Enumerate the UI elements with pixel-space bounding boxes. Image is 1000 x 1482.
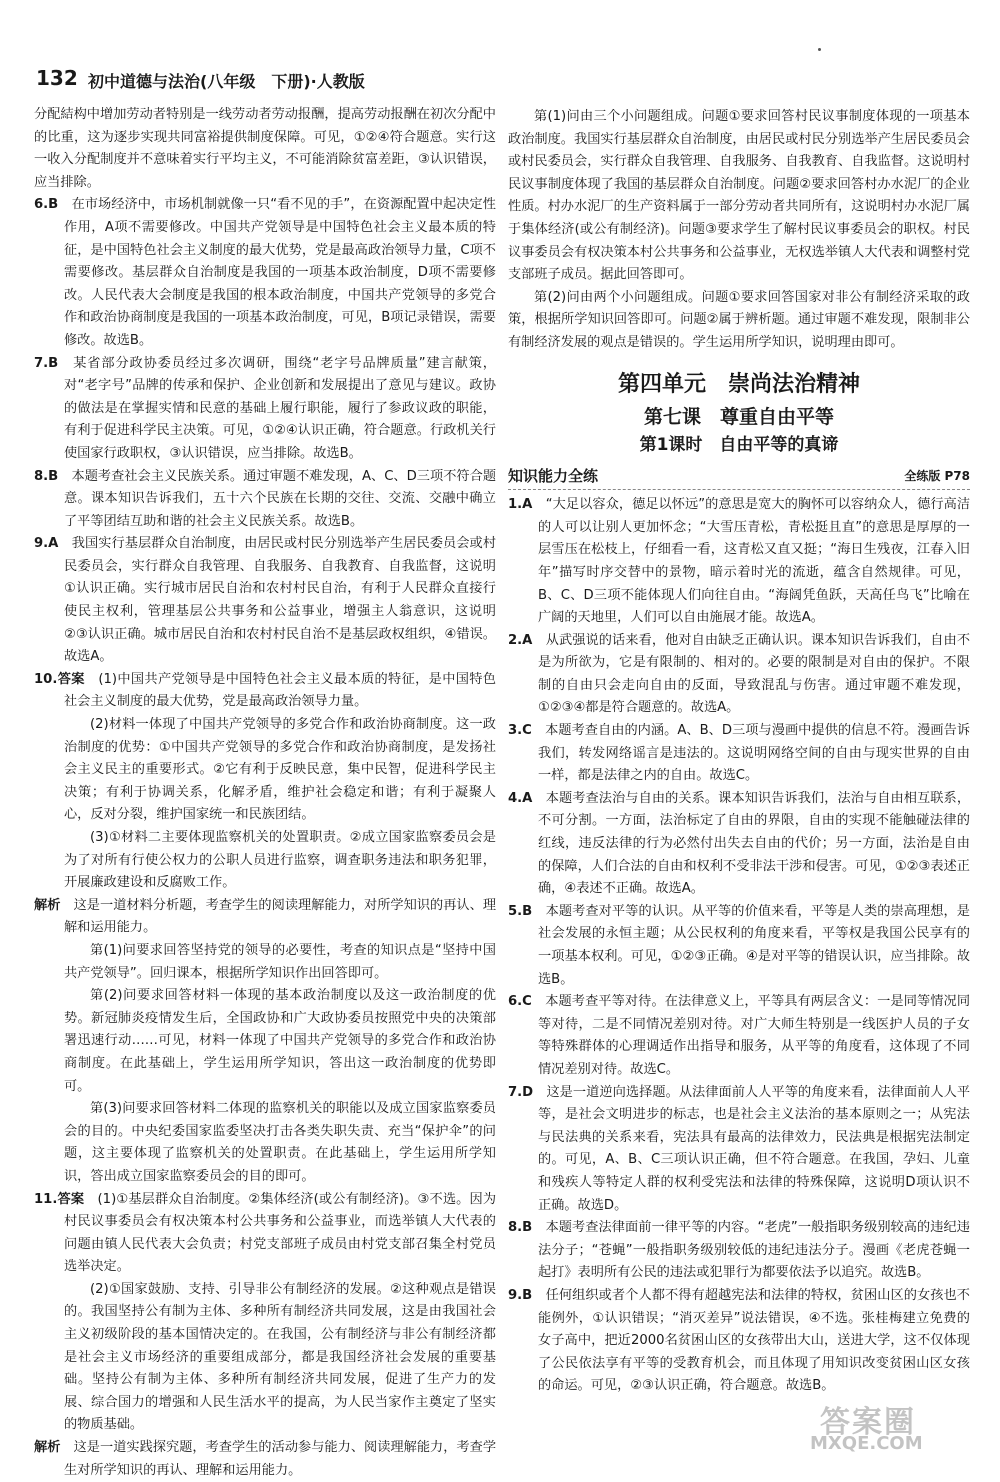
left-column <box>34 104 496 1482</box>
analysis-tag: 解析 <box>34 897 61 913</box>
section-header <box>508 463 970 491</box>
analysis-text: 这是一道实践探究题，考查学生的活动参与能力、阅读理解能力，考查学生对所学知识的再认、理解和运用能力。 <box>64 1440 497 1478</box>
answer-item-8 <box>34 466 496 534</box>
answer-text: 本题考查平等对待。在法律意义上，平等具有两层含义：一是同等情况同等对待，二是不同情况差别对待。对广大师生特别是一线医护人员的子女等特殊群体的心理调适作出指导和服务，从平等的角度看，这体现了不同情况差别对待。故选C。 <box>538 994 971 1077</box>
decorative-dot <box>818 48 821 51</box>
analysis-subparagraph: 第(2)问由两个小问题组成。问题①要求回答国家对非公有制经济采取的政策，根据所学知识回答即可。问题②属于辨析题。通过审题不难发现，限制非公有制经济发展的观点是错误的。学生运用所学知识，说明理由即可。 <box>508 289 970 350</box>
answer-text: (1)中国共产党领导是中国特色社会主义最本质的特征，是中国特色社会主义制度的最大优势，党是最高政治领导力量。 <box>64 671 496 710</box>
answer-item-1 <box>508 494 970 630</box>
answer-number: 8.B <box>508 1220 533 1236</box>
analysis-block <box>34 895 496 940</box>
answer-paragraph: 分配結构中增加劳动者特别是一线劳动者劳动报酬，提高劳动报酬在初次分配中的比重，这为逐步实现共同富裕提供制度保障。可见，①②④符合题意。实行这一收入分配制度并不意味着实行平均主义，不可能消除贫富差距，③认识错误，应当排除。 <box>34 107 496 190</box>
watermark-logo <box>780 1397 980 1457</box>
page-number: 132 <box>36 66 78 90</box>
answer-item-5 <box>508 901 970 991</box>
answer-item-2 <box>508 630 970 720</box>
answer-text: 本题考查法治与自由的关系。课本知识告诉我们，法治与自由相互联系，不可分割。一方面，法治标定了自由的界限，自由的实现不能触碰法律的红线，违反法律的行为必然付出失去自由的代价；另一方面，法治是自由的保障，人们合法的自由和权利不受非法干涉和侵害。可见，①②③表述正确，④表述不正确。故选A。 <box>538 790 971 897</box>
watermark-url: MXQE.COM <box>810 1433 923 1454</box>
answer-number: 4.A <box>508 790 533 806</box>
answer-number: 6.C <box>508 994 532 1010</box>
answer-item-3 <box>508 720 970 788</box>
section-reference: 全练版 P78 <box>904 468 970 483</box>
answer-item-11 <box>34 1189 496 1279</box>
book-title: 初中道德与法治(八年级 下册)·人教版 <box>88 72 365 91</box>
answer-item-10 <box>34 669 496 714</box>
answer-text: 从武强说的话来看，他对自由缺乏正确认识。课本知识告诉我们，自由不是为所欲为，它是有限制的、相对的。必要的限制是对自由的保护。不限制的自由只会走向自由的反面，导致混乱与伤害。通过审题不难发现，①②③④都是符合题意的。故选A。 <box>538 632 971 716</box>
answer-number: 3.C <box>508 723 532 739</box>
answer-number: 5.B <box>508 903 533 919</box>
answer-text: 本题考查自由的内涵。A、B、D三项与漫画中提供的信息不符。漫画告诉我们，转发网络谣言是违法的。这说明网络空间的自由与现实世界的自由一样，都是法律之内的自由。故选C。 <box>538 723 971 784</box>
answer-item-8 <box>508 1217 970 1285</box>
answer-number: 1.A <box>508 497 533 513</box>
answer-number: 11.答案 <box>34 1191 85 1207</box>
analysis-subparagraph: 第(3)问要求回答材料二体现的监察机关的职能以及成立国家监察委员会的目的。中央纪委国家监委坚决打击各类失职失责、充当“保护伞”的问题，这主要体现了监察机关的处置职责。在此基础上，学生运用所学知识，答出成立国家监察委员会的目的即可。 <box>64 1101 496 1184</box>
answer-item-9 <box>508 1285 970 1398</box>
answer-number: 7.B <box>34 355 59 371</box>
answer-subparagraph: (2)材料一体现了中国共产党领导的多党合作和政治协商制度。这一政治制度的优势：①中国共产党领导的多党合作和政治协商制度，是发扬社会主义民主的重要形式。②它有利于反映民意，集中民智，促进科学民主决策；有利于协调关系，化解矛盾，维护社会稳定和谐；有利于凝聚人心，反对分裂，维护国家统一和民族团结。 <box>64 717 496 823</box>
answer-text: 本题考查对平等的认识。从平等的价值来看，平等是人类的崇高理想，是社会发展的永恒主题；从公民权利的角度来看，平等权是我国公民享有的一项基本权利。可见，①②③正确。④是对平等的错误认识，应当排除。故选B。 <box>538 903 970 987</box>
watermark-text: 答案圈 <box>820 1405 916 1440</box>
answer-item-9 <box>34 533 496 669</box>
right-column <box>508 106 970 1398</box>
answer-item-6 <box>508 991 970 1081</box>
answer-text: “大足以容众，德足以怀远”的意思是宽大的胸怀可以容纳众人，德行高洁的人可以让别人更加怀念；“大雪压青松，青松挺且直”的意思是厚厚的一层雪压在松枝上，仔细看一看，这青松又直又挺；“海日生残夜，江春入旧年”描写时序交替中的景物，暗示着时光的流逝，蕴含自然规律。可见，B、C、D三项不能体现人们向往自由。“海阔凭鱼跃，天高任鸟飞”比喻在广阔的天地里，人们可以自由施展才能。故选A。 <box>538 497 971 626</box>
analysis-subparagraph: 第(1)问由三个小问题组成。问题①要求回答村民议事制度体现的一项基本政治制度。我国实行基层群众自治制度，由居民或村民分别选举产生居民委员会或村民委员会，实行群众自我管理、自我服务、自我教育、自我监督。这说明村民议事制度体现了我国的基层群众自治制度。问题②要求回答村办水泥厂的企业性质。村办水泥厂的生产资料属于一部分劳动者共同所有，这说明村办水泥厂属于集体经济(或公有制经济)。问题③要求学生了解村民议事委员会的职权。村民议事委员会有权决策本村公共事务和公益事业，无权选举镇人大代表和调整村党支部班子成员。据此回答即可。 <box>508 109 970 283</box>
period-title: 第1课时 自由平等的真谛 <box>639 434 839 455</box>
page-header <box>36 66 976 94</box>
answer-item-4 <box>508 788 970 901</box>
answer-text: 这是一道逆向选择题。从法律面前人人平等的角度来看，法律面前人人平等，是社会文明进步的标志，也是社会主义法治的基本原则之一；从宪法与民法典的关系来看，宪法具有最高的法律效力，民法典是根据宪法制定的。可见，A、B、C三项认识正确，但不符合题意。在我国，孕妇、儿童和残疾人等特定人群的权利受宪法和法律的特殊保障，这说明D项认识不正确。故选D。 <box>538 1084 971 1213</box>
analysis-subparagraph: 第(1)问要求回答坚持党的领导的必要性，考查的知识点是“坚持中国共产党领导”。回归课本，根据所学知识作出回答即可。 <box>64 942 496 981</box>
analysis-tag: 解析 <box>34 1440 61 1456</box>
answer-number: 8.B <box>34 468 59 484</box>
answer-number: 9.B <box>508 1287 533 1303</box>
lesson-title: 第七课 尊重自由平等 <box>643 405 834 428</box>
answer-number: 6.B <box>34 197 59 213</box>
answer-text: 本题考查社会主义民族关系。通过审题不难发现，A、C、D三项不符合题意。课本知识告诉我们，五十六个民族在长期的交往、交流、交融中确立了平等团结互助和谐的社会主义民族关系。故选B。 <box>64 468 497 529</box>
analysis-block <box>34 1437 496 1482</box>
answer-subparagraph: (2)①国家鼓励、支持、引导非公有制经济的发展。②这种观点是错误的。我国坚持公有制为主体、多种所有制经济共同发展，这是由我国社会主义初级阶段的基本国情决定的。在我国，公有制经济与非公有制经济都是社会主义市场经济的重要组成部分，都是我国经济社会发展的重要基础。坚持公有制为主体、多种所有制经济共同发展，促进了生产力的发展、综合国力的增强和人民生活水平的提高，为人民当家作主奠定了坚实的物质基础。 <box>64 1281 496 1433</box>
answer-subparagraph: (3)①材料二主要体现监察机关的处置职责。②成立国家监察委员会是为了对所有行使公权力的公职人员进行监察，调查职务违法和职务犯罪，开展廉政建设和反腐败工作。 <box>64 830 496 891</box>
answer-item-7 <box>34 353 496 466</box>
section-label: 知识能力全练 <box>508 466 599 485</box>
unit-title: 第四单元 崇尚法治精神 <box>617 371 860 397</box>
answer-number: 7.D <box>508 1084 534 1100</box>
answer-text: (1)①基层群众自治制度。②集体经济(或公有制经济)。③不选。因为村民议事委员会有权决策本村公共事务和公益事业，而选举镇人大代表的问题由镇人民代表大会负责；村党支部班子成员由村党支部召集全村党员选举决定。 <box>64 1191 497 1275</box>
answer-text: 本题考查法律面前一律平等的内容。“老虎”一般指职务级别较高的违纪违法分子；“苍蝇”一般指职务级别较低的违纪违法分子。漫画《老虎苍蝇一起打》表明所有公民的违法或犯罪行为都要依法予以追究。故选B。 <box>538 1220 970 1281</box>
answer-text: 我国实行基层群众自治制度，由居民或村民分别选举产生居民委员会或村民委员会，实行群众自我管理、自我服务、自我教育、自我监督，这说明①认识正确。实行城市居民自治和农村村民自治，有利于人民群众直接行使民主权利，管理基层公共事务和公益事业，增强主人翁意识，这说明②③认识正确。城市居民自治和农村村民自治不是基层政权组织，④错误。故选A。 <box>64 536 497 665</box>
answer-text: 任何组织或者个人都不得有超越宪法和法律的特权，贫困山区的女孩也不能例外，①认识错误；“消灭差异”说法错误，④不选。张桂梅建立免费的女子高中，把近2000名贫困山区的女孩带出大山，送进大学，这不仅体现了公民依法享有平等的受教育机会，而且体现了用知识改变贫困山区女孩的命运。可见，②③认识正确，符合题意。故选B。 <box>538 1287 970 1394</box>
answer-number: 2.A <box>508 632 533 648</box>
answer-text: 某省部分政协委员经过多次调研，围绕“老字号品牌质量”建言献策，对“老字号”品牌的传承和保护、企业创新和发展提出了意见与建议。政协的做法是在掌握实情和民意的基础上履行职能，履行了参政议政的职能，有利于促进科学民主决策。可见，①②④认识正确，符合题意。行政机关行使国家行政职权，③认识错误，应当排除。故选B。 <box>64 355 496 461</box>
analysis-subparagraph: 第(2)问要求回答材料一体现的基本政治制度以及这一政治制度的优势。新冠肺炎疫情发生后，全国政协和广大政协委员按照党中央的决策部署迅速行动……可见，材料一体现了中国共产党领导的多党合作和政治协商制度。在此基础上，学生运用所学知识，答出这一政治制度的优势即可。 <box>64 988 496 1094</box>
answer-text: 在市场经济中，市场机制就像一只“看不见的手”，在资源配置中起决定性作用，A项不需要修改。中国共产党领导是中国特色社会主义最本质的特征，是中国特色社会主义制度的最大优势，党是最高政治领导力量，C项不需要修改。基层群众自治制度是我国的一项基本政治制度，D项不需要修改。人民代表大会制度是我国的根本政治制度，中国共产党领导的多党合作和政治协商制度是我国的一项基本政治制度，可见，B项记录错误，需要修改。故选B。 <box>64 197 496 348</box>
answer-number: 9.A <box>34 536 59 552</box>
answer-item-7 <box>508 1082 970 1218</box>
answer-item-6 <box>34 194 496 352</box>
analysis-text: 这是一道材料分析题，考查学生的阅读理解能力，对所学知识的再认、理解和运用能力。 <box>64 897 497 936</box>
answer-number: 10.答案 <box>34 671 85 687</box>
